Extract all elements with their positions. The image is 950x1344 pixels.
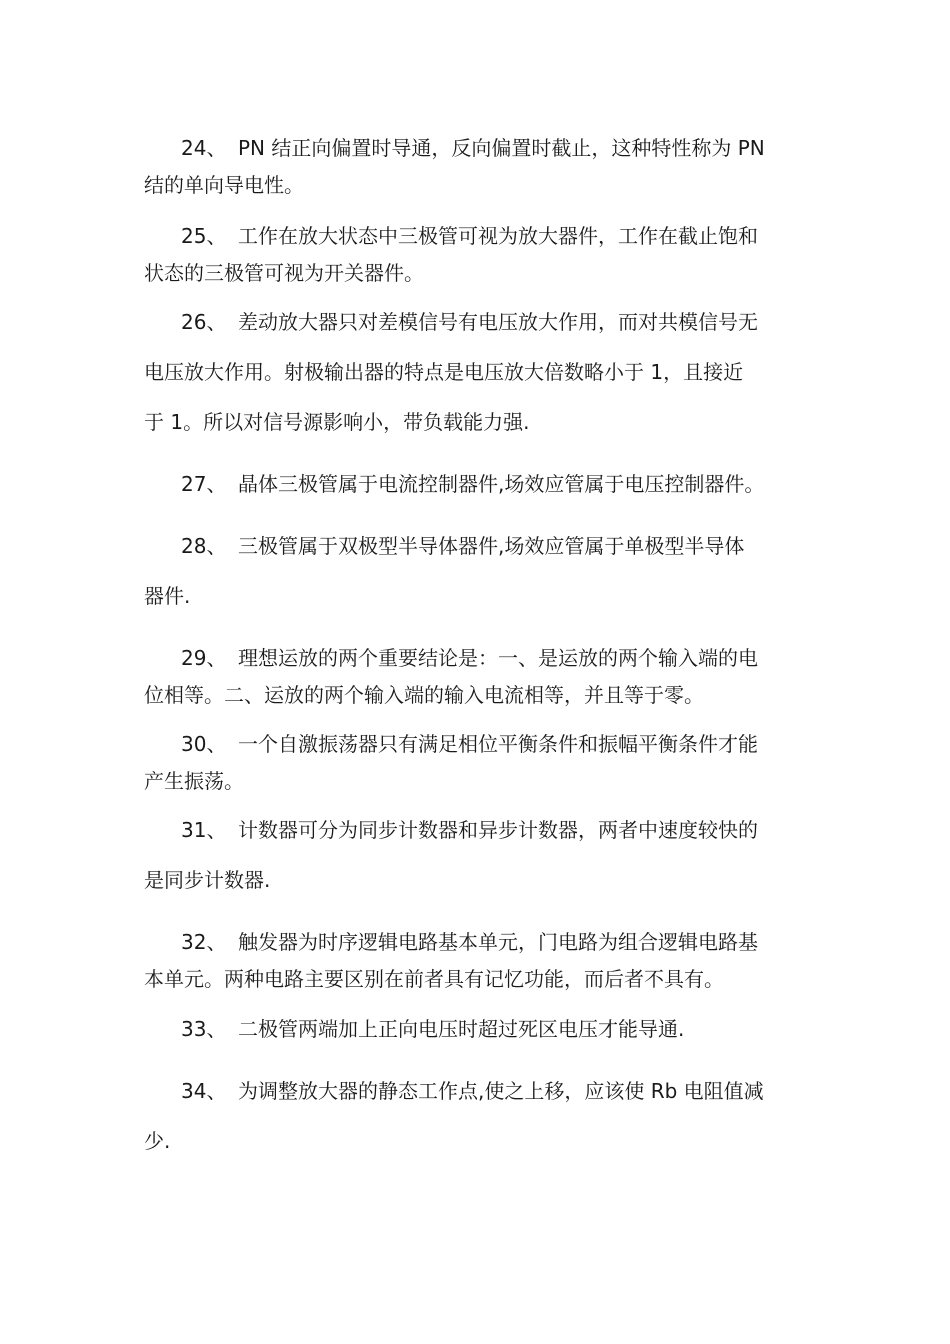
item-text: 产生振荡。 (144, 769, 244, 793)
item-line (144, 304, 824, 354)
item-text: 三极管属于双极型半导体器件,场效应管属于单极型半导体 (238, 534, 745, 558)
item-number: 26、 (181, 310, 227, 334)
item-text: 电压放大作用。射极输出器的特点是电压放大倍数略小于 1，且接近 (144, 360, 744, 384)
list-item-26 (144, 304, 824, 454)
item-text: 工作在放大状态中三极管可视为放大器件，工作在截止饱和 (238, 224, 758, 248)
item-number: 24、 (181, 136, 227, 160)
item-line (144, 466, 824, 516)
list-item-33 (144, 1011, 824, 1048)
item-line (144, 924, 824, 961)
item-text: 晶体三极管属于电流控制器件,场效应管属于电压控制器件。 (238, 472, 765, 496)
item-number: 31、 (181, 818, 227, 842)
list-item-27 (144, 466, 824, 516)
item-text: 是同步计数器. (144, 868, 271, 892)
item-text: PN 结正向偏置时导通，反向偏置时截止，这种特性称为 PN (238, 136, 765, 160)
item-text: 器件. (144, 584, 191, 608)
item-text: 差动放大器只对差模信号有电压放大作用，而对共模信号无 (238, 310, 758, 334)
list-item-30 (144, 726, 824, 800)
item-number: 27、 (181, 472, 227, 496)
item-text: 少. (144, 1129, 171, 1153)
list-item-28 (144, 528, 824, 628)
item-text: 位相等。二、运放的两个输入端的输入电流相等，并且等于零。 (144, 683, 704, 707)
list-item-31 (144, 812, 824, 912)
list-item-32 (144, 924, 824, 998)
item-text: 理想运放的两个重要结论是：一、是运放的两个输入端的电 (238, 646, 758, 670)
item-text: 为调整放大器的静态工作点,使之上移，应该使 Rb 电阻值减 (238, 1079, 764, 1103)
item-text: 于 1。所以对信号源影响小，带负载能力强. (144, 410, 530, 434)
item-number: 34、 (181, 1079, 227, 1103)
item-line (144, 726, 824, 763)
list-item-29 (144, 640, 824, 714)
item-text: 一个自激振荡器只有满足相位平衡条件和振幅平衡条件才能 (238, 732, 758, 756)
item-number: 28、 (181, 534, 227, 558)
list-item-25 (144, 218, 824, 292)
item-text: 二极管两端加上正向电压时超过死区电压才能导通. (238, 1017, 685, 1041)
item-number: 29、 (181, 646, 227, 670)
item-text: 结的单向导电性。 (144, 173, 304, 197)
item-text: 计数器可分为同步计数器和异步计数器，两者中速度较快的 (238, 818, 758, 842)
item-number: 30、 (181, 732, 227, 756)
item-line (144, 640, 824, 677)
item-line (144, 130, 824, 167)
item-text: 本单元。两种电路主要区别在前者具有记忆功能，而后者不具有。 (144, 967, 724, 991)
item-line (144, 812, 824, 862)
item-line (144, 528, 824, 578)
item-text: 状态的三极管可视为开关器件。 (144, 261, 424, 285)
item-line (144, 1011, 824, 1048)
list-item-34 (144, 1073, 824, 1173)
item-text: 触发器为时序逻辑电路基本单元，门电路为组合逻辑电路基 (238, 930, 758, 954)
item-number: 33、 (181, 1017, 227, 1041)
item-line (144, 218, 824, 255)
item-number: 32、 (181, 930, 227, 954)
item-line (144, 1073, 824, 1123)
item-number: 25、 (181, 224, 227, 248)
list-item-24 (144, 130, 824, 204)
